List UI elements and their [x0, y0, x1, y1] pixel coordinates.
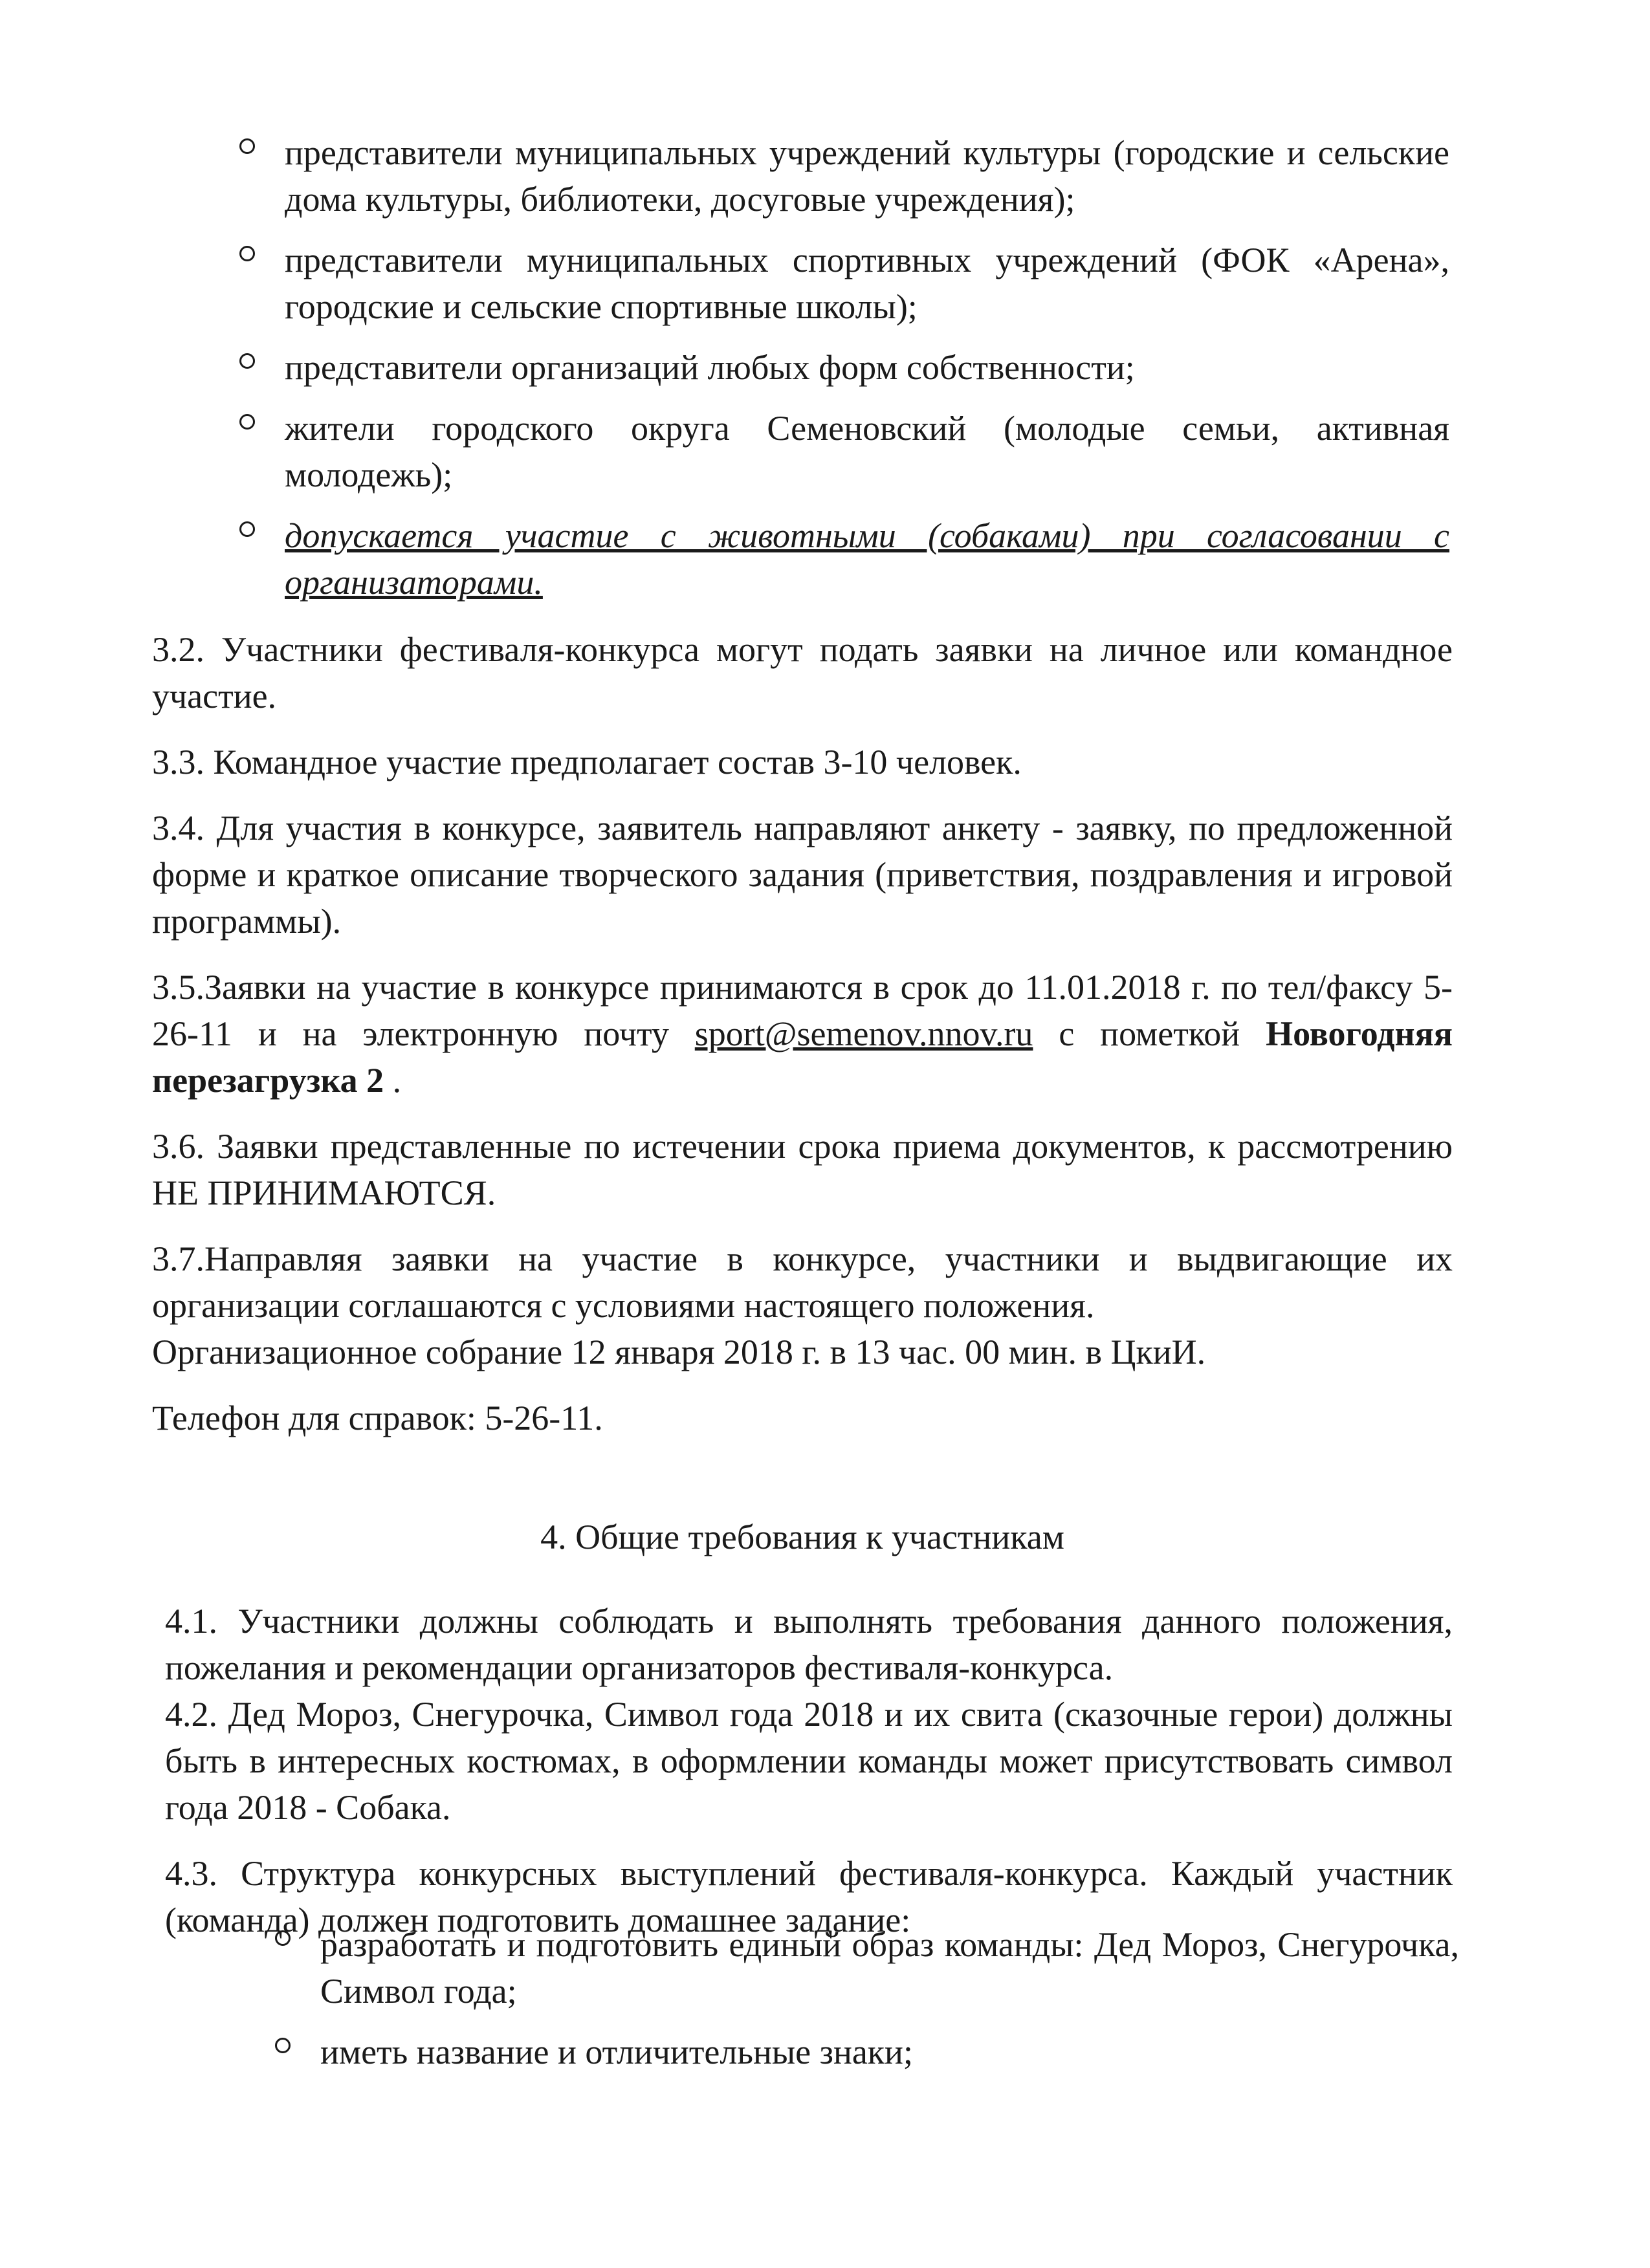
section-4-body	[165, 1598, 1453, 1963]
homework-list	[275, 1921, 1459, 2089]
paragraph-3-5-end: .	[384, 1061, 402, 1100]
paragraph-3-5	[152, 964, 1453, 1104]
circle-bullet-icon	[275, 1930, 291, 1946]
list-item-text-note: допускается участие с животными (собаками) при согласовании с организаторами.	[285, 516, 1449, 602]
paragraph-4-2: 4.2. Дед Мороз, Снегурочка, Символ года 2018 и их свита (сказочные герои) должны быть в интересных костюмах, в оформлении команды может присутствовать символ года 2018 - Собака.	[165, 1695, 1453, 1827]
circle-bullet-icon	[239, 138, 255, 154]
paragraph-4-3: 4.3. Структура конкурсных выступлений фестиваля-конкурса. Каждый участник (команда) должен подготовить домашнее задание:	[165, 1854, 1453, 1939]
list-item	[239, 237, 1449, 330]
paragraph-3-3: 3.3. Командное участие предполагает состав 3-10 человек.	[152, 743, 1022, 781]
list-item-text: представители муниципальных учреждений культуры (городские и сельские дома культуры, библиотеки, досуговые учреждения);	[285, 133, 1449, 219]
paragraph-3-2: 3.2. Участники фестиваля-конкурса могут подать заявки на личное или командное участие.	[152, 630, 1453, 715]
list-item	[239, 405, 1449, 498]
circle-bullet-icon	[275, 2038, 291, 2053]
list-item-text: жители городского округа Семеновский (молодые семьи, активная молодежь);	[285, 409, 1449, 494]
paragraph-3-5-text: 3.5.Заявки на участие в конкурсе принимаются в срок до 11.01.2018 г. по тел/факсу 5-26-11 и на электронную почту	[152, 968, 1453, 1053]
list-item	[239, 129, 1449, 223]
section-4-heading: 4. Общие требования к участникам	[540, 1518, 1064, 1556]
phone-info: Телефон для справок: 5-26-11.	[152, 1399, 603, 1437]
list-item-text: представители муниципальных спортивных учреждений (ФОК «Арена», городские и сельские спортивные школы);	[285, 241, 1449, 326]
list-item	[275, 1921, 1459, 2014]
circle-bullet-icon	[239, 246, 255, 261]
paragraph-3-7: 3.7.Направляя заявки на участие в конкурсе, участники и выдвигающие их организации соглашаются с условиями настоящего положения.	[152, 1239, 1453, 1325]
circle-bullet-icon	[239, 414, 255, 430]
meeting-note: Организационное собрание 12 января 2018 г. в 13 час. 00 мин. в ЦкиИ.	[152, 1333, 1206, 1371]
paragraph-3-4: 3.4. Для участия в конкурсе, заявитель направляют анкету - заявку, по предложенной форме и краткое описание творческого задания (приветствия, поздравления и игровой программы).	[152, 809, 1453, 941]
email-link[interactable]: sport@semenov.nnov.ru	[694, 1014, 1033, 1053]
paragraph-4-1: 4.1. Участники должны соблюдать и выполнять требования данного положения, пожелания и рекомендации организаторов фестиваля-конкурса.	[165, 1602, 1453, 1687]
list-item	[239, 512, 1449, 605]
list-item-text: иметь название и отличительные знаки;	[320, 2033, 913, 2071]
section-3-body	[152, 626, 1453, 1461]
list-item-text: представители организаций любых форм собственности;	[285, 348, 1135, 387]
subject-mark: Новогодняя перезагрузка 2	[152, 1014, 1453, 1100]
paragraph-3-5-mid: с пометкой	[1033, 1014, 1266, 1053]
list-item	[239, 344, 1449, 391]
participants-list	[239, 129, 1449, 620]
circle-bullet-icon	[239, 353, 255, 369]
circle-bullet-icon	[239, 521, 255, 537]
paragraph-3-6: 3.6. Заявки представленные по истечении срока приема документов, к рассмотрению НЕ ПРИНИМАЮТСЯ.	[152, 1127, 1453, 1212]
list-item-text: разработать и подготовить единый образ команды: Дед Мороз, Снегурочка, Символ года;	[320, 1925, 1459, 2011]
list-item	[275, 2029, 1459, 2075]
